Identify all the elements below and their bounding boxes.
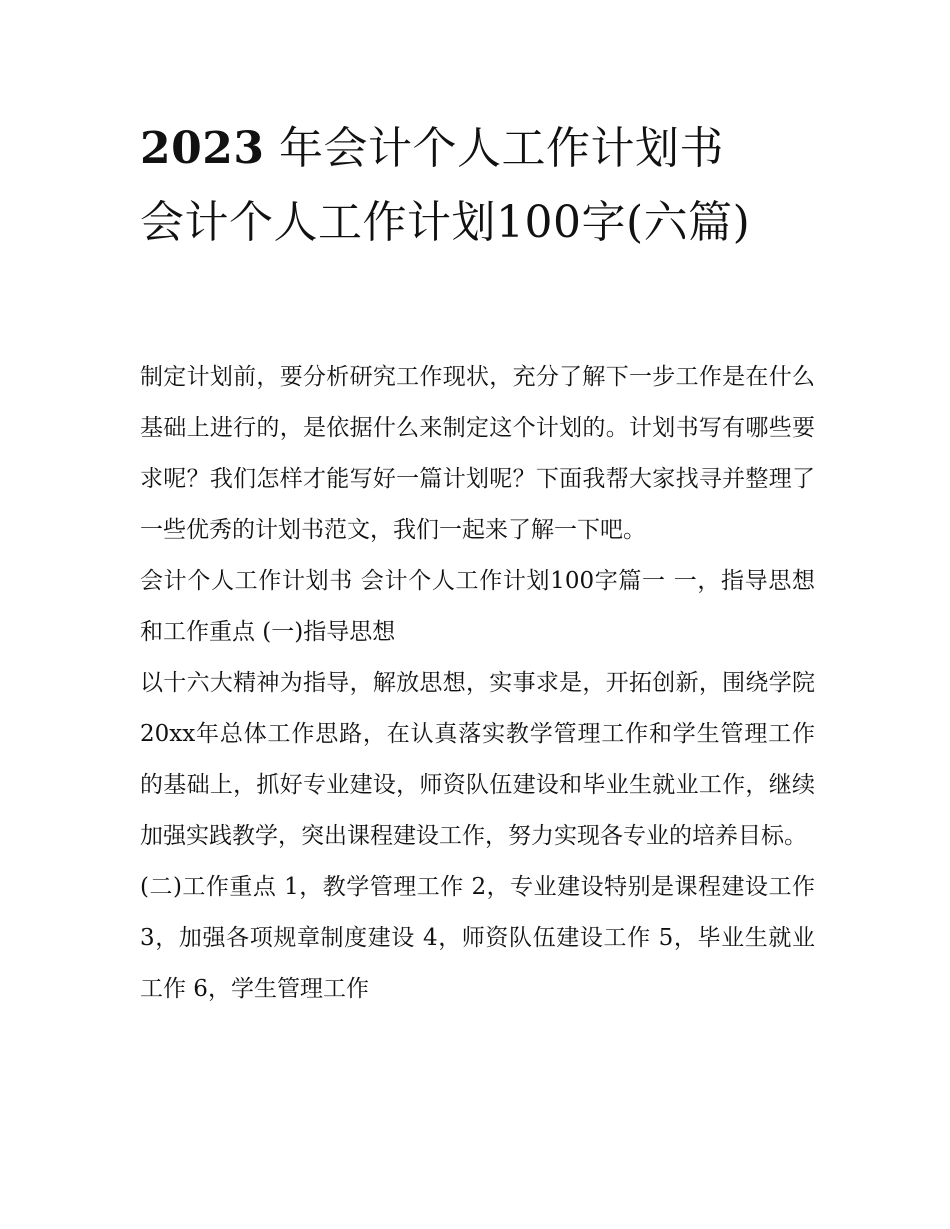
- document-title: [140, 112, 780, 260]
- guiding-thought-paragraph: 以十六大精神为指导，解放思想，实事求是，开拓创新，围绕学院20xx年总体工作思路，在认真落实教学管理工作和学生管理工作的基础上，抓好专业建设，师资队伍建设和毕业生就业工作，继续加强实践教学，突出课程建设工作，努力实现各专业的培养目标。: [140, 670, 815, 849]
- intro-paragraph: 制定计划前，要分析研究工作现状，充分了解下一步工作是在什么基础上进行的，是依据什么来制定这个计划的。计划书写有哪些要求呢？我们怎样才能写好一篇计划呢？下面我帮大家找寻并整理了一些优秀的计划书范文，我们一起来了解一下吧。: [140, 364, 815, 543]
- document-body: [140, 352, 815, 1015]
- title-year: 2023: [140, 123, 265, 174]
- title-text: 年会计个人工作计划书 会计个人工作计划100字(六篇): [140, 123, 751, 248]
- work-focus-paragraph: (二)工作重点 1，教学管理工作 2，专业建设特别是课程建设工作 3，加强各项规章制度建设 4，师资队伍建设工作 5，毕业生就业工作 6，学生管理工作: [140, 874, 815, 1002]
- section-heading-paragraph: 会计个人工作计划书 会计个人工作计划100字篇一 一，指导思想和工作重点 (一)指导思想: [140, 568, 815, 645]
